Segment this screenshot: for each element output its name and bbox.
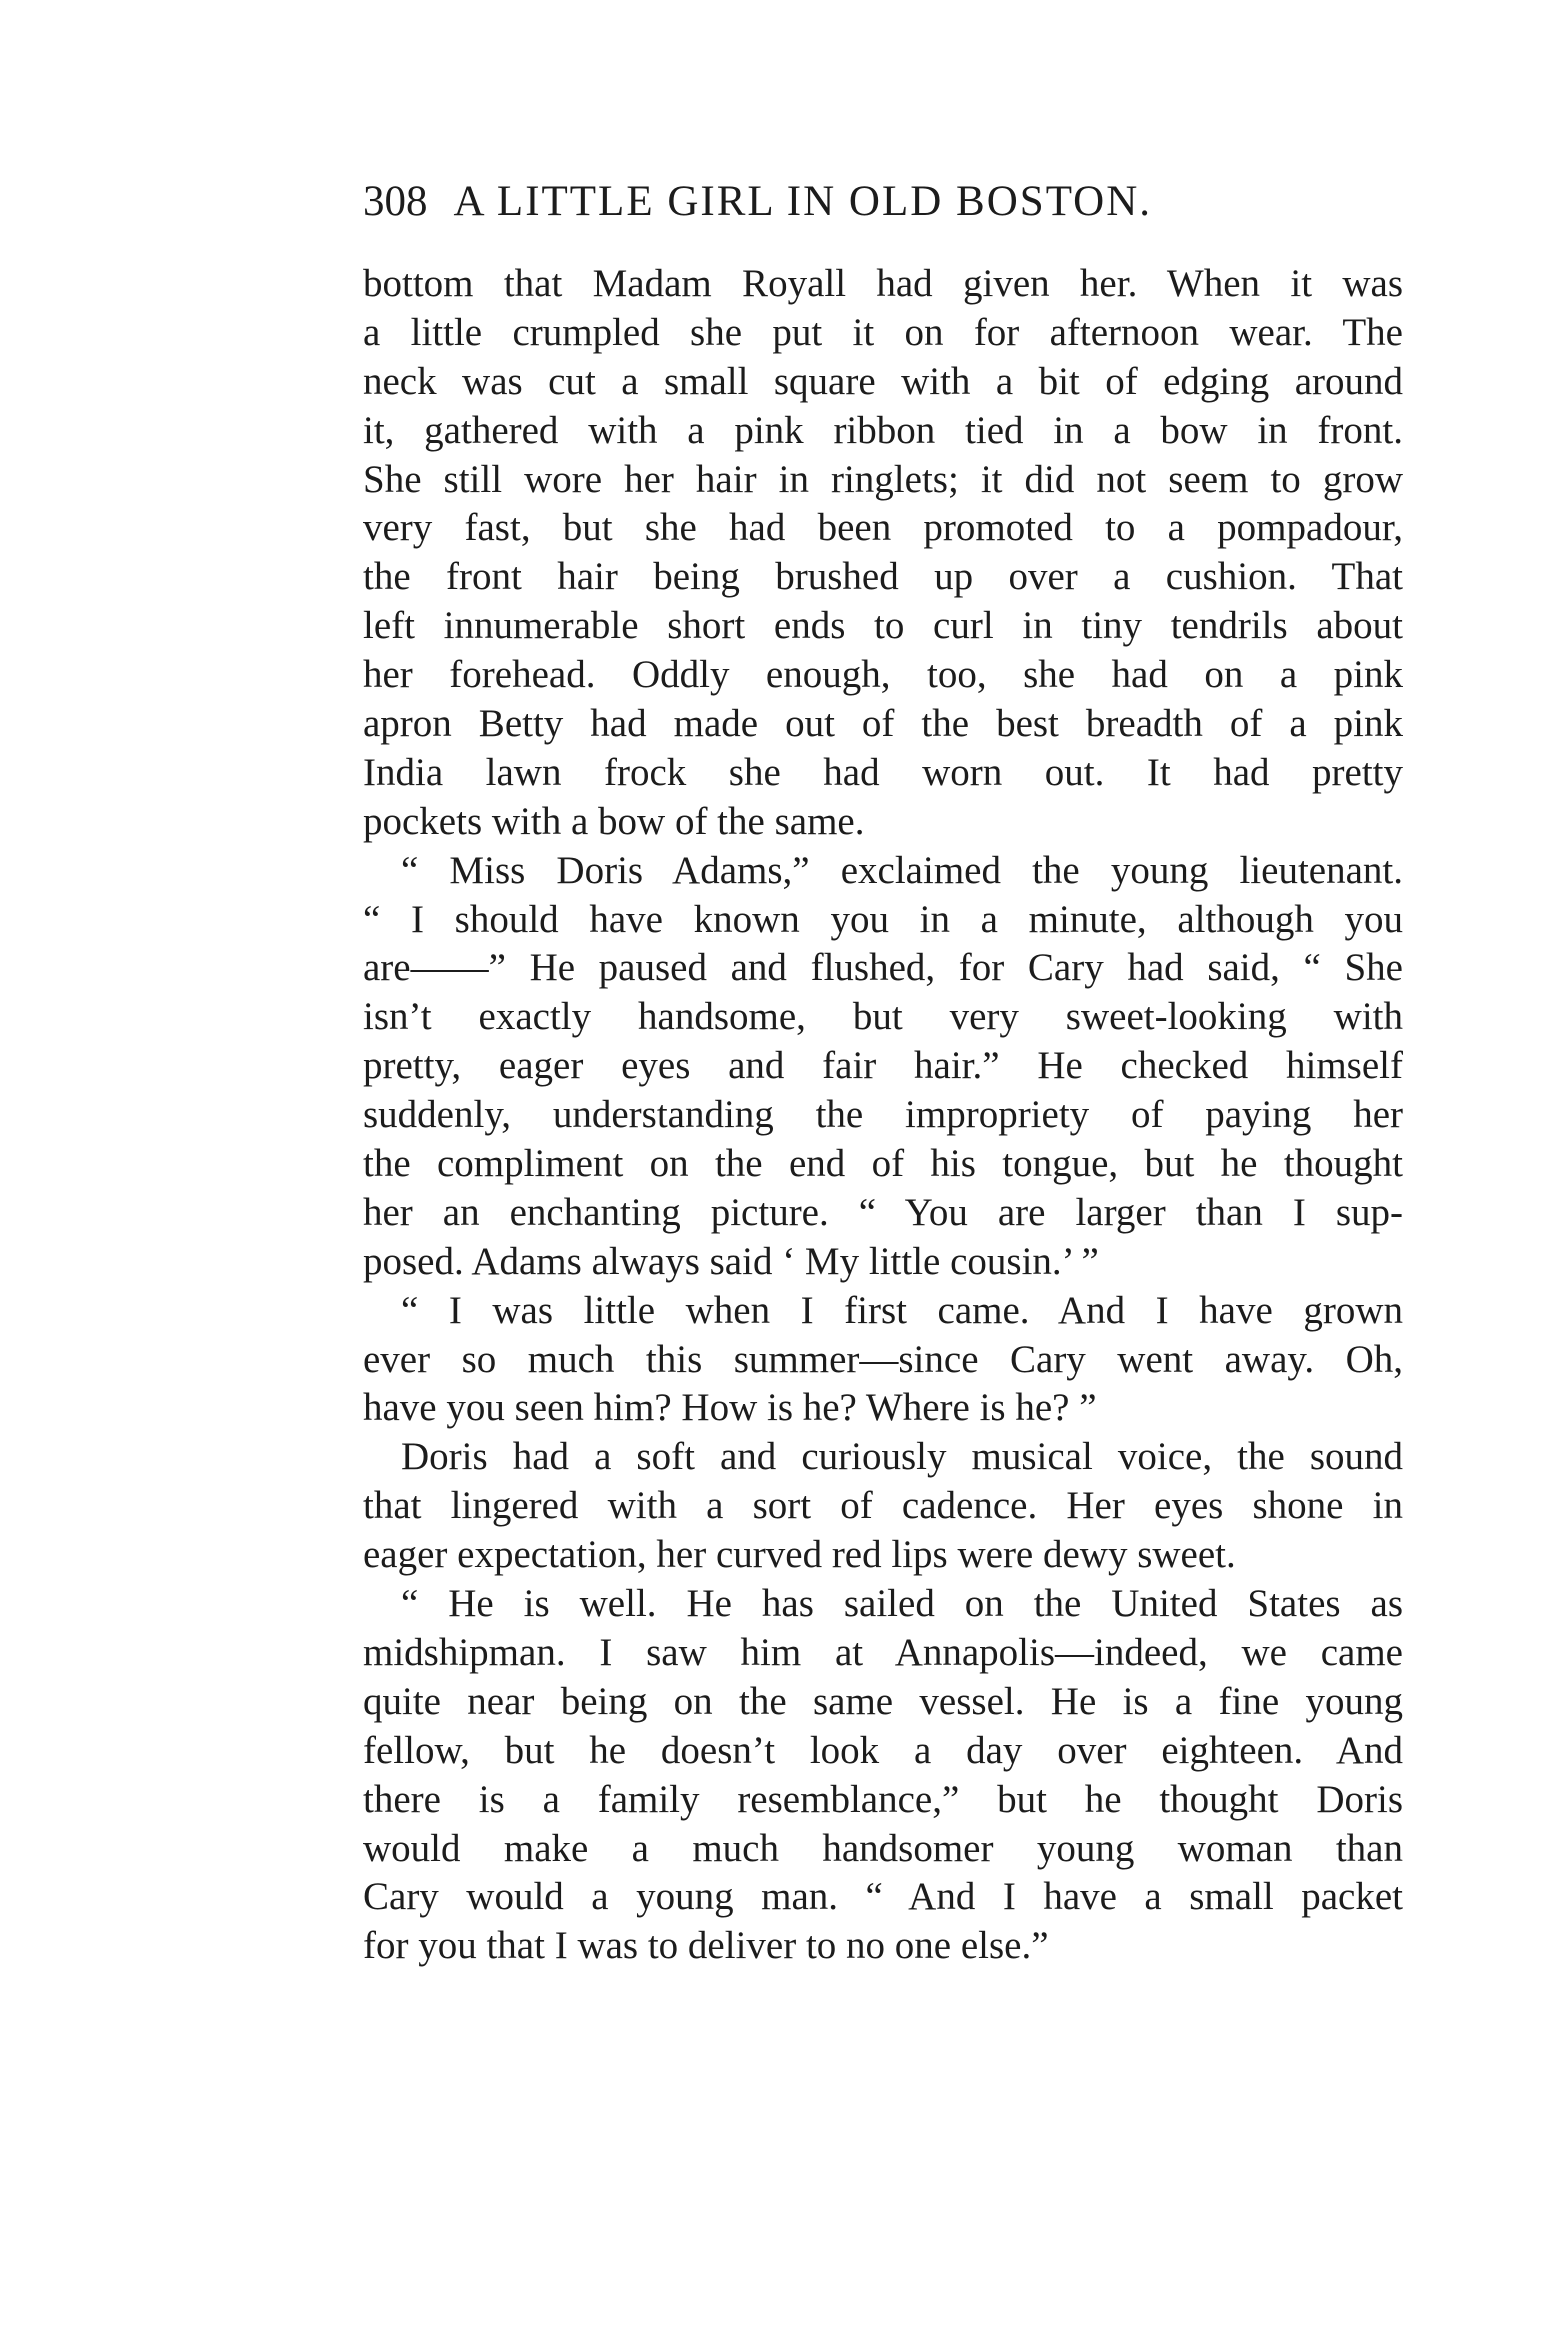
- running-head: [363, 172, 1403, 232]
- text-line: neck was cut a small square with a bit of edging around: [363, 359, 1403, 403]
- text-line: the compliment on the end of his tongue, but he thought: [363, 1142, 1403, 1186]
- paragraph-first-line: “ Miss Doris Adams,” exclaimed the young lieutenant.: [401, 848, 1403, 892]
- text-line: a little crumpled she put it on for afternoon wear. The: [363, 310, 1403, 354]
- text-line: there is a family resemblance,” but he thought Doris: [363, 1777, 1403, 1821]
- book-title: A LITTLE GIRL IN OLD BOSTON.: [453, 178, 1153, 225]
- text-line: her an enchanting picture. “ You are larger than I sup-: [363, 1190, 1403, 1234]
- text-line: left innumerable short ends to curl in tiny tendrils about: [363, 604, 1403, 648]
- text-line: are——” He paused and flushed, for Cary had said, “ She: [363, 946, 1403, 990]
- text-line: would make a much handsomer young woman than: [363, 1826, 1403, 1870]
- text-line: bottom that Madam Royall had given her. When it was: [363, 262, 1403, 305]
- paragraph-first-line: “ I was little when I first came. And I have grown: [401, 1288, 1403, 1332]
- text-line: suddenly, understanding the impropriety of paying her: [363, 1093, 1403, 1137]
- text-line: apron Betty had made out of the best breadth of a pink: [363, 702, 1403, 746]
- text-line: fellow, but he doesn’t look a day over eighteen. And: [363, 1728, 1403, 1772]
- text-line: that lingered with a sort of cadence. Her eyes shone in: [363, 1484, 1403, 1528]
- text-line: She still wore her hair in ringlets; it did not seem to grow: [363, 457, 1403, 501]
- text-line: India lawn frock she had worn out. It had pretty: [363, 750, 1403, 794]
- text-line: pretty, eager eyes and fair hair.” He checked himself: [363, 1044, 1403, 1088]
- text-line: pockets with a bow of the same.: [363, 799, 865, 843]
- text-line: Cary would a young man. “ And I have a small packet: [363, 1875, 1403, 1919]
- paragraph-first-line: “ He is well. He has sailed on the United States as: [401, 1582, 1403, 1626]
- text-line: it, gathered with a pink ribbon tied in a bow in front.: [363, 408, 1403, 452]
- text-line: midshipman. I saw him at Annapolis—indeed, we came: [363, 1630, 1403, 1674]
- text-line: “ I should have known you in a minute, although you: [363, 897, 1403, 941]
- body-text: [363, 260, 1403, 1971]
- text-line: her forehead. Oddly enough, too, she had on a pink: [363, 653, 1403, 697]
- paragraph-first-line: Doris had a soft and curiously musical voice, the sound: [401, 1435, 1403, 1479]
- page-number: 308: [363, 178, 428, 225]
- text-line: the front hair being brushed up over a cushion. That: [363, 555, 1403, 599]
- text-line: for you that I was to deliver to no one else.”: [363, 1924, 1049, 1968]
- text-line: posed. Adams always said ‘ My little cousin.’ ”: [363, 1239, 1099, 1283]
- text-line: eager expectation, her curved red lips were dewy sweet.: [363, 1533, 1236, 1577]
- text-line: very fast, but she had been promoted to a pompadour,: [363, 506, 1403, 550]
- text-line: ever so much this summer—since Cary went away. Oh,: [363, 1337, 1403, 1381]
- text-line: quite near being on the same vessel. He is a fine young: [363, 1679, 1403, 1723]
- text-line: isn’t exactly handsome, but very sweet-looking with: [363, 995, 1403, 1039]
- text-line: have you seen him? How is he? Where is he? ”: [363, 1386, 1097, 1430]
